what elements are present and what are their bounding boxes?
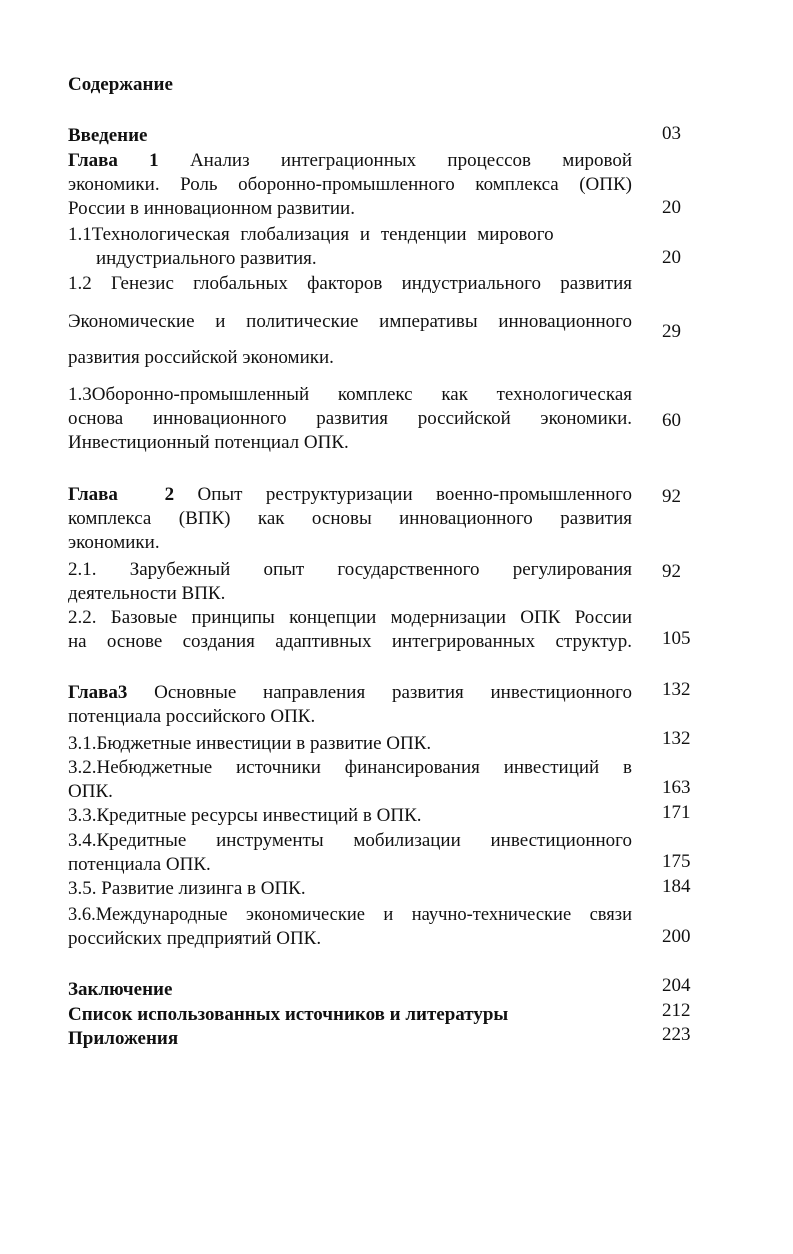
toc-line [68,149,632,173]
toc-line: 3.5. Развитие лизинга в ОПК. [68,878,306,899]
toc-line: 2.2. Базовые принципы концепции модернизации ОПК России [68,607,632,628]
toc-page-number: 105 [662,628,691,649]
toc-page-number: 20 [662,197,681,218]
toc-line: 3.4.Кредитные инструменты мобилизации инвестиционного [68,830,632,851]
toc-page-number: 204 [662,975,691,996]
toc-entry-conclusion [68,978,632,1002]
toc-line: Список использованных источников и литературы [68,1004,509,1025]
toc-line: деятельности ВПК. [68,583,226,604]
toc-line [68,483,632,507]
toc-page-number: 171 [662,802,691,823]
toc-line: 1.1Технологическая глобализация и тенденции мирового [68,224,554,245]
toc-entry-3-1 [68,732,632,756]
toc-entry-appendices [68,1027,632,1051]
toc-line: комплекса (ВПК) как основы инновационного развития [68,508,632,529]
toc-line: 3.6.Международные экономические и научно-технические связи [68,905,632,925]
toc-page-number: 200 [662,926,691,947]
chapter-label: Глава 1 [68,150,159,171]
toc-page-number: 132 [662,679,691,700]
toc-line: 1.3Оборонно-промышленный комплекс как технологическая [68,384,632,405]
toc-page-number: 184 [662,876,691,897]
toc-entry-1-2-continued [68,310,632,370]
toc-line: Приложения [68,1028,179,1049]
toc-entry-3-2 [68,756,632,804]
toc-line: 3.2.Небюджетные источники финансирования инвестиций в [68,757,632,778]
toc-line: потенциала ОПК. [68,854,211,875]
toc-page-number: 29 [662,321,681,342]
toc-entry-1-1 [68,223,632,271]
toc-line: 1.2 Генезис глобальных факторов индустриального развития [68,273,632,294]
toc-page-number: 175 [662,851,691,872]
toc-line: экономики. [68,532,160,553]
toc-entry-2-2 [68,606,632,654]
toc-line: Введение [68,125,148,146]
chapter-label: Глава3 [68,682,128,703]
toc-line: индустриального развития. [96,248,317,269]
toc-entry-3-4 [68,829,632,877]
toc-entry-3-6 [68,903,632,951]
toc-page-number: 163 [662,777,691,798]
toc-entry-introduction [68,124,632,148]
toc-entry-3-5 [68,877,632,901]
toc-line: на основе создания адаптивных интегрированных структур. [68,631,632,652]
toc-line: 3.3.Кредитные ресурсы инвестиций в ОПК. [68,805,422,826]
toc-line: 3.1.Бюджетные инвестиции в развитие ОПК. [68,733,432,754]
toc-page-number: 212 [662,1000,691,1021]
toc-entry-chapter-1 [68,149,632,221]
toc-line: развития российской экономики. [68,347,334,368]
toc-entry-2-1 [68,558,632,606]
toc-page-number: 60 [662,410,681,431]
toc-line: Инвестиционный потенциал ОПК. [68,432,349,453]
toc-page-number: 92 [662,486,681,507]
toc-entry-chapter-2 [68,483,632,555]
toc-line [68,681,632,705]
toc-entry-3-3 [68,804,632,828]
toc-title: Содержание [68,74,173,95]
toc-entry-1-2 [68,272,632,296]
toc-entry-bibliography [68,1003,632,1027]
toc-line: потенциала российского ОПК. [68,706,316,727]
toc-line: экономики. Роль оборонно-промышленного комплекса (ОПК) [68,174,632,195]
toc-entry-1-3 [68,383,632,455]
toc-line: Экономические и политические императивы инновационного [68,311,632,332]
toc-line: Заключение [68,979,173,1000]
toc-page-number: 92 [662,561,681,582]
toc-line: ОПК. [68,781,113,802]
chapter-title-part: Основные направления развития инвестиционного [127,682,632,703]
toc-line: основа инновационного развития российской экономики. [68,408,632,429]
chapter-title-part: Опыт реструктуризации военно-промышленного [174,484,632,505]
toc-page-number: 132 [662,728,691,749]
toc-line: 2.1. Зарубежный опыт государственного регулирования [68,559,632,580]
chapter-label: Глава 2 [68,484,175,505]
toc-line: российских предприятий ОПК. [68,928,322,949]
chapter-title-part: Анализ интеграционных процессов мировой [158,150,632,171]
toc-entry-chapter-3 [68,681,632,729]
toc-page-number: 03 [662,123,681,144]
toc-page-number: 223 [662,1024,691,1045]
toc-line: России в инновационном развитии. [68,198,355,219]
toc-page-number: 20 [662,247,681,268]
